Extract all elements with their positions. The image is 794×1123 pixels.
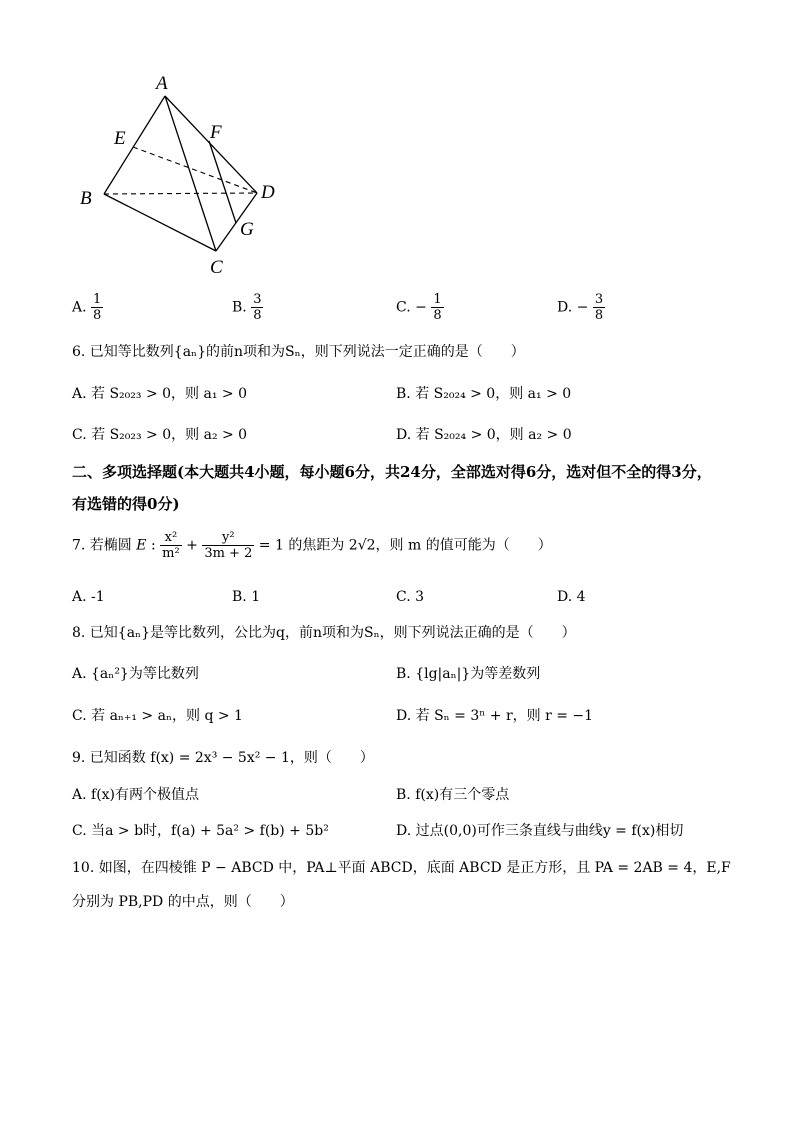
label-a: A xyxy=(156,73,168,94)
q8-option-b[interactable]: B. {lg|aₙ|}为等差数列 xyxy=(396,666,541,682)
q9-option-b[interactable]: B. f(x)有三个零点 xyxy=(396,787,510,803)
q10-stem-line2: 分别为 PB,PD 的中点，则（ ） xyxy=(72,894,294,910)
fraction: $\frac{3}{8}$ xyxy=(253,292,262,323)
q6-option-b[interactable]: B. 若 S₂₀₂₄ > 0，则 a₁ > 0 xyxy=(396,386,572,402)
q7-option-c[interactable]: C. 3 xyxy=(396,589,425,605)
tetrahedron-figure xyxy=(70,68,290,278)
label-g: G xyxy=(240,219,254,240)
q7-stem: 7. 若椭圆 E : $\frac{\text{x²}}{\text{m²}}$ + $\frac{\text{y²}}{3m + 2}$ = 1 的焦距为 2√2，则 m 的值可能为（ ） xyxy=(72,530,552,561)
edge-ad xyxy=(165,96,257,193)
q5-option-c[interactable]: C. − $\frac{1}{8}$ xyxy=(396,292,442,323)
label-d: D xyxy=(261,182,275,203)
q6-option-d[interactable]: D. 若 S₂₀₂₄ > 0，则 a₂ > 0 xyxy=(396,427,572,443)
edge-bc xyxy=(104,194,216,251)
q6-option-a[interactable]: A. 若 S₂₀₂₃ > 0，则 a₁ > 0 xyxy=(72,386,247,402)
q8-option-c[interactable]: C. 若 aₙ₊₁ > aₙ，则 q > 1 xyxy=(72,708,243,724)
q10-stem-line1: 10. 如图，在四棱锥 P − ABCD 中，PA⊥平面 ABCD，底面 ABCD 是正方形，且 PA = 2AB = 4，E,F xyxy=(72,860,731,876)
q9-stem: 9. 已知函数 f(x) = 2x³ − 5x² − 1，则（ ） xyxy=(72,750,374,766)
fraction: $\frac{1}{8}$ xyxy=(433,292,442,323)
q6-stem: 6. 已知等比数列{aₙ}的前n项和为Sₙ，则下列说法一定正确的是（ ） xyxy=(72,344,525,360)
fraction-y: $\frac{\text{y²}}{3m + 2}$ xyxy=(204,530,253,561)
q9-option-d[interactable]: D. 过点(0,0)可作三条直线与曲线y = f(x)相切 xyxy=(396,823,684,839)
fraction: $\frac{3}{8}$ xyxy=(594,292,604,323)
fraction-x: $\frac{\text{x²}}{\text{m²}}$ xyxy=(162,530,180,561)
q5-option-a[interactable]: A. $\frac{1}{8}$ xyxy=(72,292,102,323)
label-b: B xyxy=(80,188,92,209)
q7-option-a[interactable]: A. -1 xyxy=(72,589,105,605)
q8-stem: 8. 已知{aₙ}是等比数列，公比为q，前n项和为Sₙ，则下列说法正确的是（ ） xyxy=(72,625,576,641)
q5-option-b[interactable]: B. $\frac{3}{8}$ xyxy=(232,292,262,323)
q7-option-b[interactable]: B. 1 xyxy=(232,589,261,605)
fraction: $\frac{1}{8}$ xyxy=(93,292,102,323)
section-heading: 二、多项选择题(本大题共4小题，每小题6分，共24分，全部选对得6分，选对但不全的得3分，有选错的得0分) xyxy=(72,463,712,513)
edge-bd-dashed xyxy=(104,193,257,194)
q7-option-d[interactable]: D. 4 xyxy=(557,589,586,605)
q6-option-c[interactable]: C. 若 S₂₀₂₃ > 0，则 a₂ > 0 xyxy=(72,427,248,443)
q9-option-a[interactable]: A. f(x)有两个极值点 xyxy=(72,787,200,803)
label-f: F xyxy=(210,122,222,143)
segment-fg xyxy=(209,141,236,223)
edge-ac xyxy=(165,96,216,251)
q9-option-c[interactable]: C. 当a > b时，f(a) + 5a² > f(b) + 5b² xyxy=(72,823,329,839)
label-c: C xyxy=(210,257,223,278)
q5-option-d[interactable]: D. − $\frac{3}{8}$ xyxy=(557,292,604,323)
q8-option-a[interactable]: A. {aₙ²}为等比数列 xyxy=(72,666,199,682)
q8-option-d[interactable]: D. 若 Sₙ = 3ⁿ + r，则 r = −1 xyxy=(396,708,594,724)
label-e: E xyxy=(114,128,126,149)
